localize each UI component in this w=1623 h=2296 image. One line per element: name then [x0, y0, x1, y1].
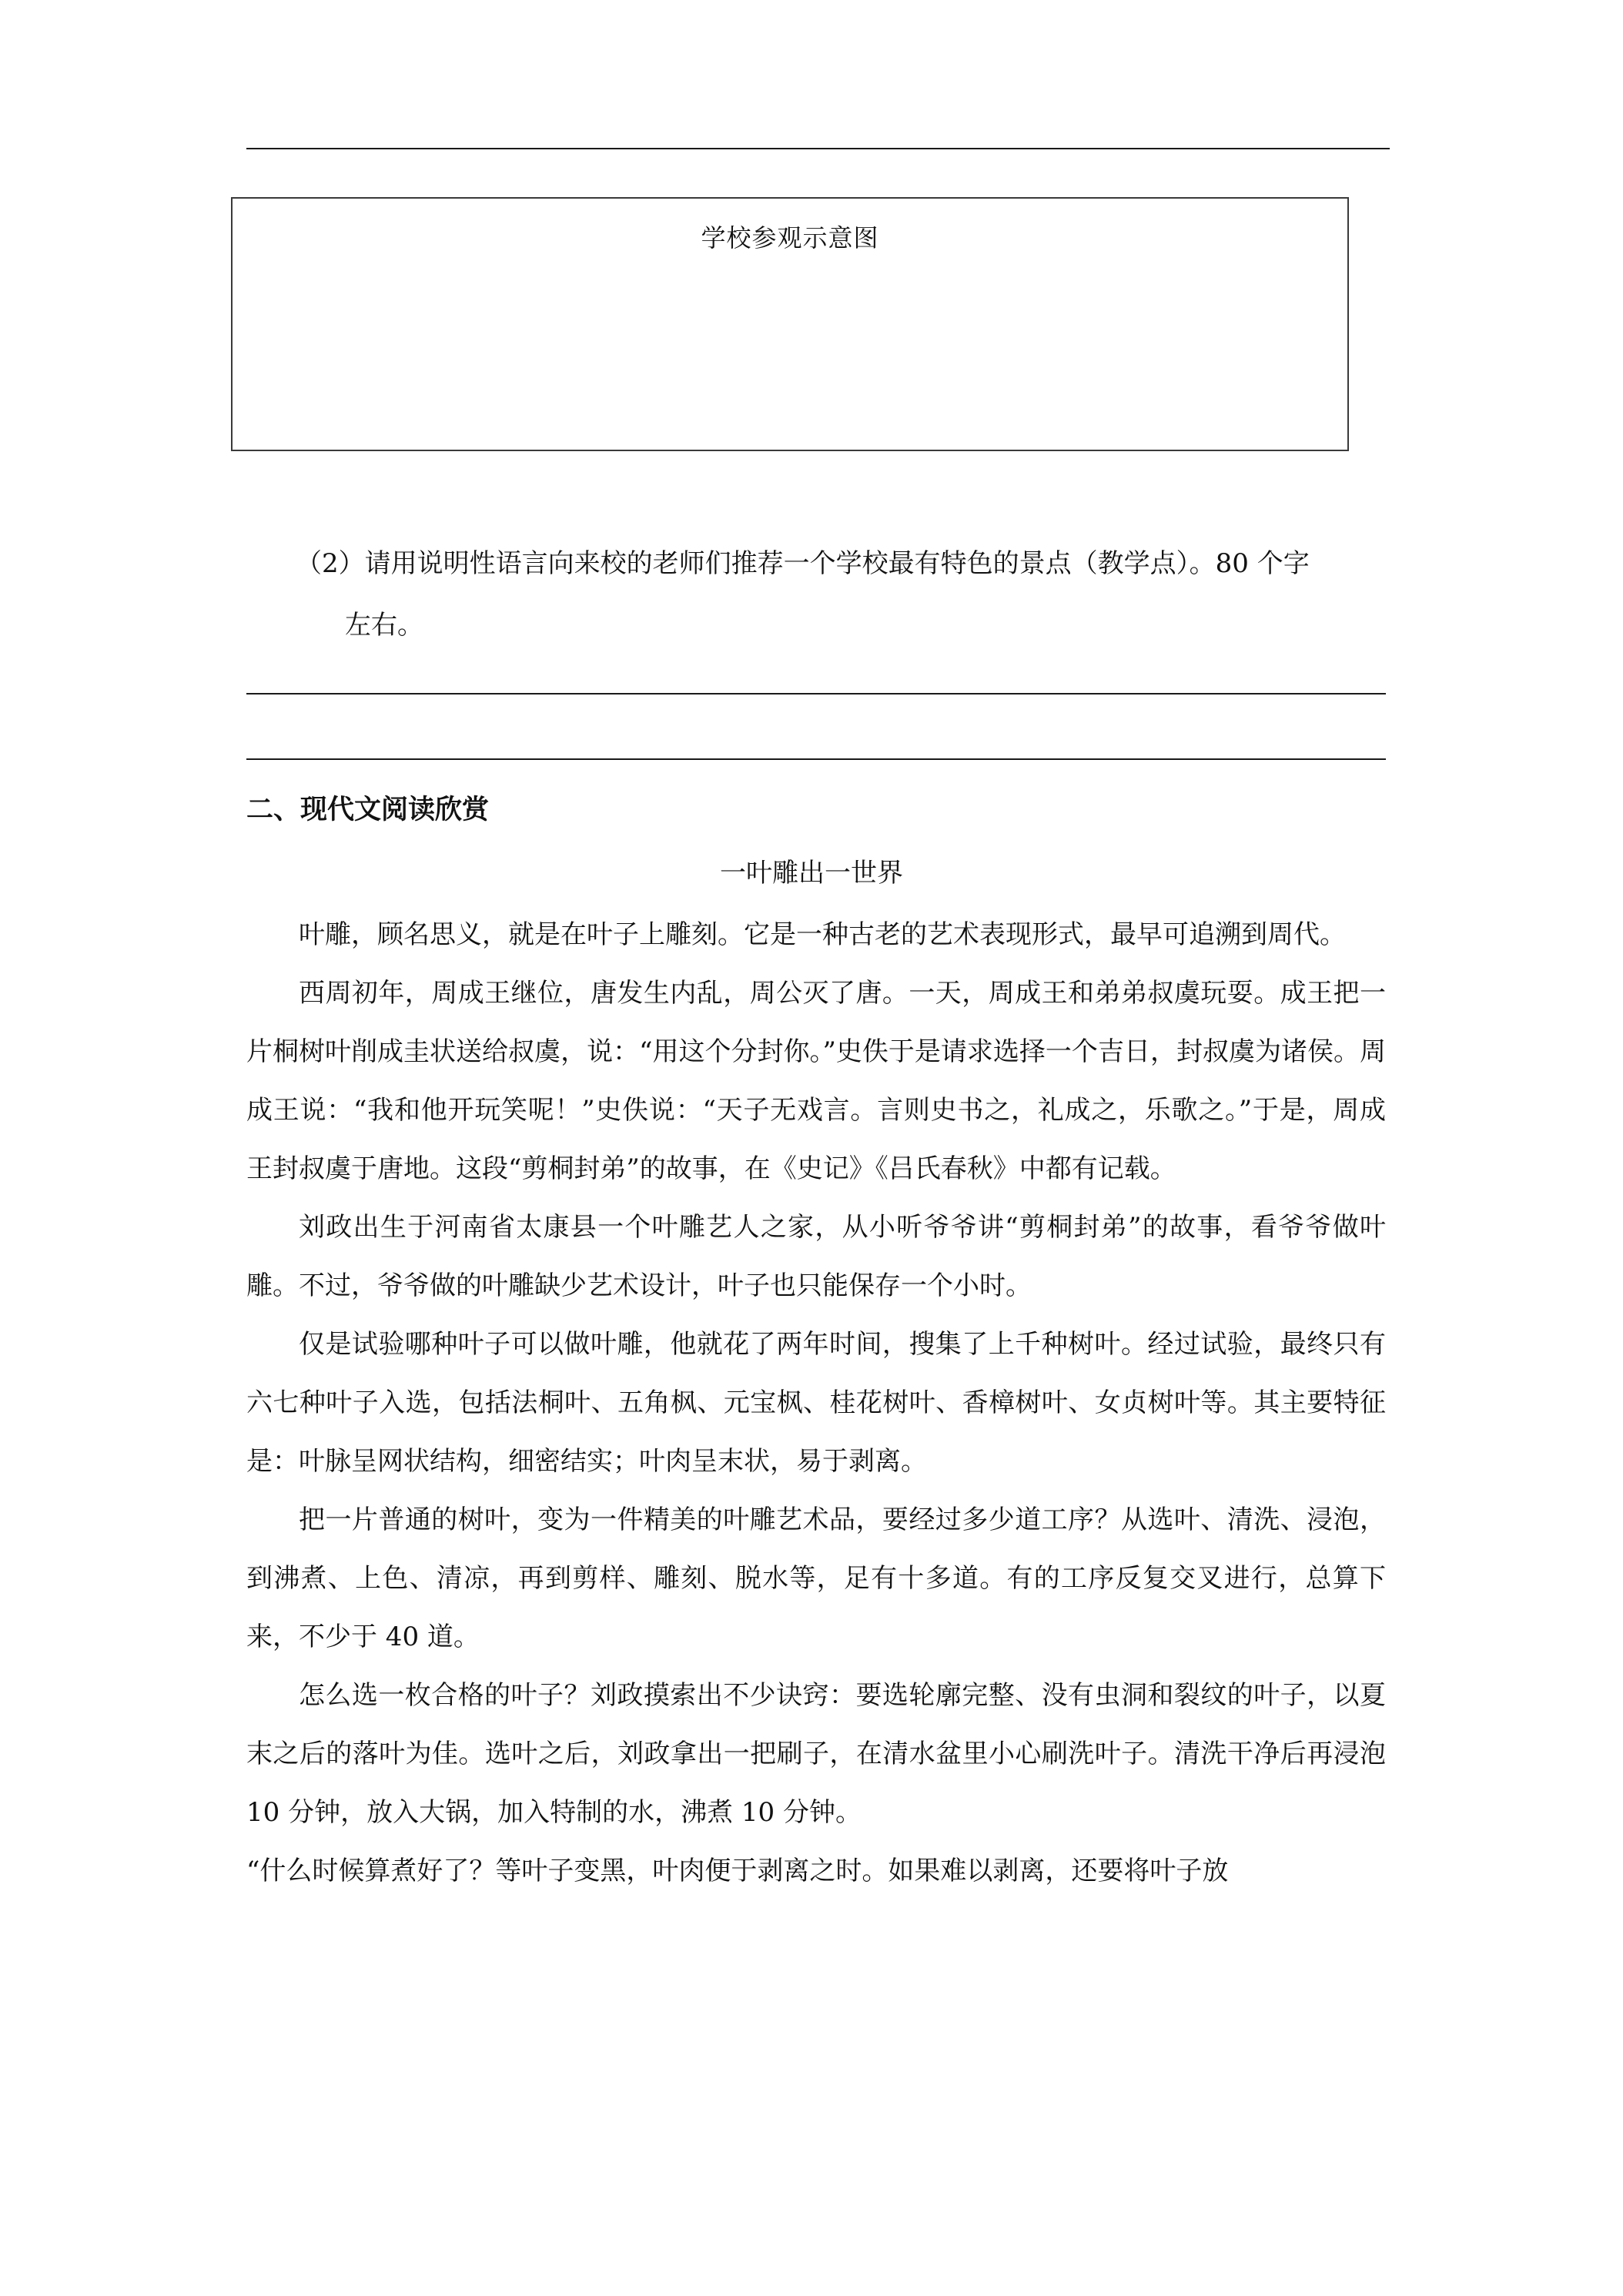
article-paragraph: 仅是试验哪种叶子可以做叶雕，他就花了两年时间，搜集了上千种树叶。经过试验，最终只有六七种叶子入选，包括法桐叶、五角枫、元宝枫、桂花树叶、香樟树叶、女贞树叶等。其主要特征是：叶脉呈网状结构，细密结实；叶肉呈末状，易于剥离。 [246, 1329, 1386, 1477]
question-2-text: （2）请用说明性语言向来校的老师们推荐一个学校最有特色的景点（教学点）。80 个字 [296, 548, 1310, 579]
answer-line-1 [246, 693, 1386, 694]
article-paragraph: 把一片普通的树叶，变为一件精美的叶雕艺术品，要经过多少道工序？从选叶、清洗、浸泡，到沸煮、上色、清凉，再到剪样、雕刻、脱水等，足有十多道。有的工序反复交叉进行，总算下来，不少于 40 道。 [246, 1504, 1386, 1652]
article-paragraph: 叶雕，顾名思义，就是在叶子上雕刻。它是一种古老的艺术表现形式，最早可追溯到周代。 [299, 919, 1346, 950]
article-paragraph: 西周初年，周成王继位，唐发生内乱，周公灭了唐。一天，周成王和弟弟叔虞玩耍。成王把一片桐树叶削成圭状送给叔虞，说：“用这个分封你。”史佚于是请求选择一个吉日，封叔虞为诸侯。周成王说：“我和他开玩笑呢！”史佚说：“天子无戏言。言则史书之，礼成之，乐歌之。”于是，周成王封叔虞于唐地。这段“剪桐封弟”的故事，在《史记》《吕氏春秋》中都有记载。 [246, 978, 1386, 1184]
answer-line-top [246, 148, 1390, 149]
article-title: 一叶雕出一世界 [720, 858, 903, 889]
article-paragraph: 刘政出生于河南省太康县一个叶雕艺人之家，从小听爷爷讲“剪桐封弟”的故事，看爷爷做叶雕。不过，爷爷做的叶雕缺少艺术设计，叶子也只能保存一个小时。 [246, 1212, 1386, 1301]
answer-line-2 [246, 758, 1386, 760]
diagram-title: 学校参观示意图 [701, 223, 879, 253]
article-paragraph: “什么时候算煮好了？等叶子变黑，叶肉便于剥离之时。如果难以剥离，还要将叶子放 [246, 1856, 1229, 1886]
article-body [246, 905, 1386, 1900]
article-paragraph: 怎么选一枚合格的叶子？刘政摸索出不少诀窍：要选轮廓完整、没有虫洞和裂纹的叶子，以夏末之后的落叶为佳。选叶之后，刘政拿出一把刷子，在清水盆里小心刷洗叶子。清洗干净后再浸泡 10 分钟，放入大锅，加入特制的水，沸煮 10 分钟。 [246, 1680, 1386, 1828]
section-heading: 二、现代文阅读欣赏 [246, 795, 490, 825]
diagram-box [231, 197, 1349, 451]
question-2-text-continued: 左右。 [345, 610, 423, 641]
